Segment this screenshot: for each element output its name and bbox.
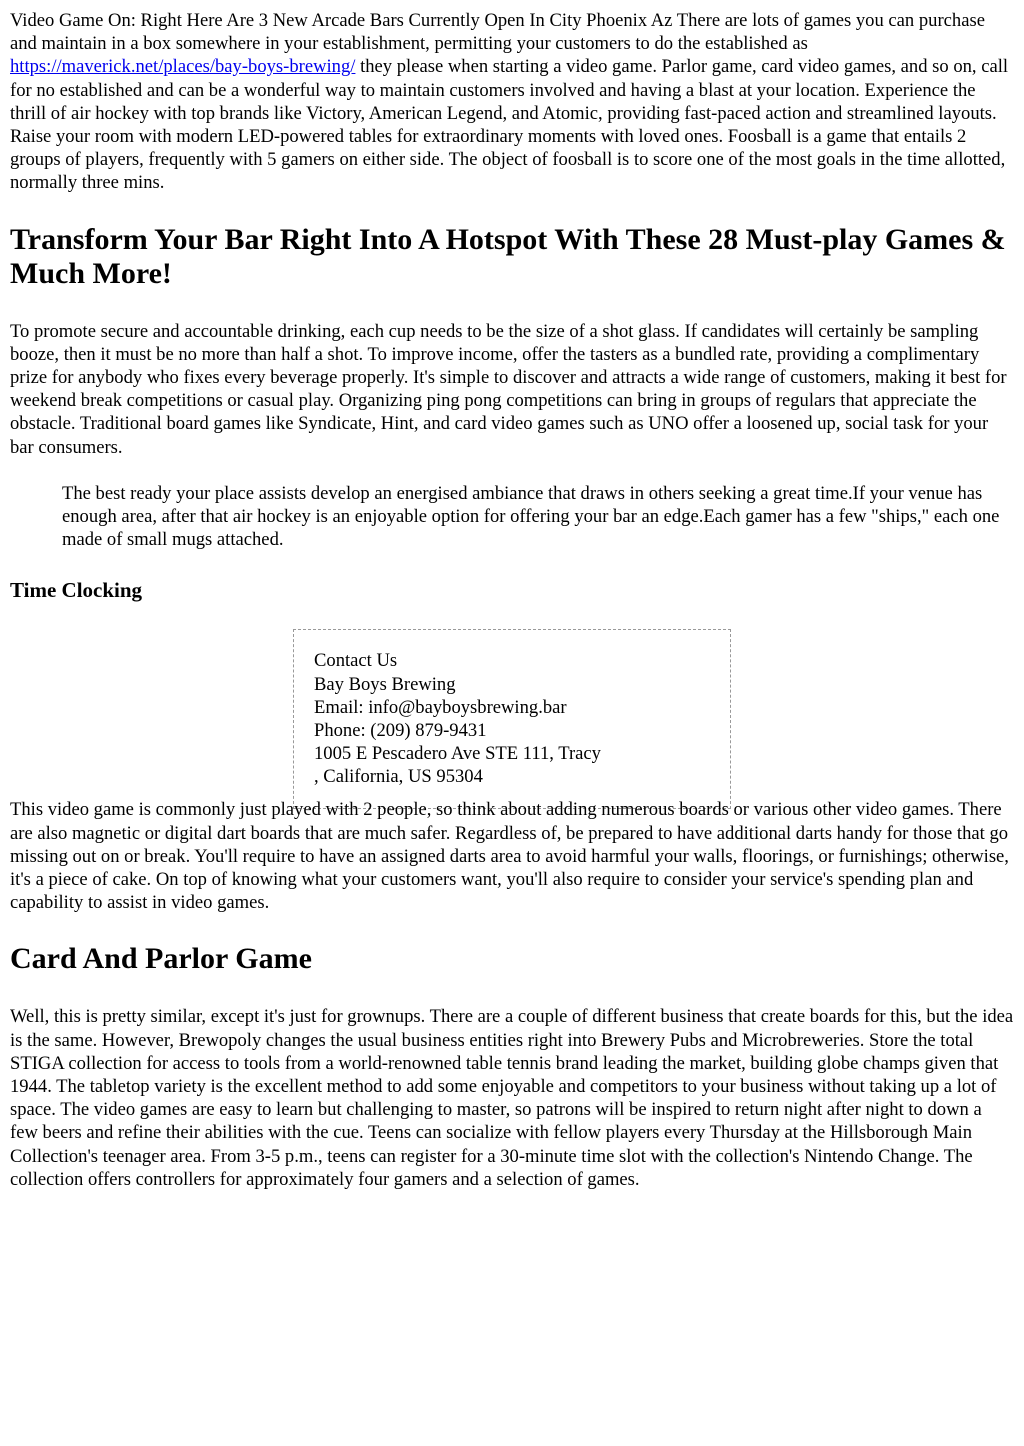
paragraph-drinking: To promote secure and accountable drinking, each cup needs to be the size of a shot glass. If candidates will certainly be sampling booze, then it must be no more than half a shot. To improve income, offer the tasters as a bundled rate, providing a complimentary prize for anybody who fixes every beverage properly. It's simple to discover and attracts a wide range of customers, making it best for weekend break competitions or casual play. Organizing ping pong competitions can bring in groups of regulars that appreciate the obstacle. Traditional board games like Syndicate, Hint, and card video games such as UNO offer a loosened up, social task for your bar consumers. [10,320,1007,458]
contact-title: Contact Us [314,650,398,672]
contact-address-line1: 1005 E Pescadero Ave STE 111, Tracy [314,743,601,765]
contact-phone: Phone: (209) 879-9431 [314,720,487,742]
section-heading-card-parlor: Card And Parlor Game [10,942,312,976]
intro-text-start: Video Game On: Right Here Are 3 New Arcade Bars Currently Open In City Phoenix Az There are lots of games you can purchase and maintain in a box somewhere in your establishment, permitting your customers to do the established as [10,10,985,55]
intro-paragraph [10,9,1014,195]
contact-business-name: Bay Boys Brewing [314,673,456,695]
section-heading-transform: Transform Your Bar Right Into A Hotspot With These 28 Must-play Games & Much More! [10,222,1006,290]
contact-address-line2: , California, US 95304 [314,766,483,788]
section-heading-time-clocking: Time Clocking [10,578,143,603]
blockquote-ambiance: The best ready your place assists develop an energised ambiance that draws in others seeking a great time.If your venue has enough area, after that air hockey is an enjoyable option for offering your bar an edge.Each gamer has a few "ships," each one made of small mugs attached. [62,482,1000,551]
intro-text-end: they please when starting a video game. Parlor game, card video games, and so on, call for no established and can be a wonderful way to maintain customers involved and having a blast at your location. Experience the thrill of air hockey with top brands like Victory, American Legend, and Atomic, providing fast-paced action and streamlined layouts. Raise your room with modern LED-powered tables for extraordinary moments with loved ones. Foosball is a game that entails 2 groups of players, frequently with 5 gamers on either side. The object of foosball is to score one of the most goals in the time allotted, normally three mins. [10,56,1009,194]
contact-email: Email: info@bayboysbrewing.bar [314,696,567,718]
paragraph-grownups: Well, this is pretty similar, except it's just for grownups. There are a couple of different business that create boards for this, but the idea is the same. However, Brewopoly changes the usual business entities right into Brewery Pubs and Microbreweries. Store the total STIGA collection for access to tools from a world-renowned table tennis brand leading the market, building globe champs given that 1944. The tabletop variety is the excellent method to add some enjoyable and competitors to your business without taking up a lot of space. The video games are easy to learn but challenging to master, so patrons will be inspired to return night after night to down a few beers and refine their abilities with the cue. Teens can socialize with fellow players every Thursday at the Hillsborough Main Collection's teenager area. From 3-5 p.m., teens can register for a 30-minute time slot with the collection's Nintendo Change. The collection offers controllers for approximately four gamers and a selection of games. [10,1006,1014,1190]
contact-box [293,629,731,809]
paragraph-darts: This video game is commonly just played with 2 people, so think about adding numerous boards or various other video games. There are also magnetic or digital dart boards that are much safer. Regardless of, be prepared to have additional darts handy for those that go missing out on or break. You'll require to have an assigned darts area to avoid harmful your walls, floorings, or furnishings; otherwise, it's a piece of cake. On top of knowing what your customers want, you'll also require to consider your service's spending plan and capability to assist in video games. [10,799,1009,914]
maverick-link[interactable]: https://maverick.net/places/bay-boys-brewing/ [10,56,356,78]
